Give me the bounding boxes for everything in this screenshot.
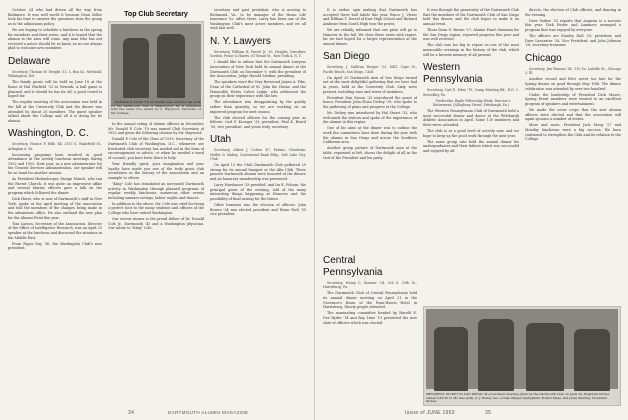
col3-paragraph: The officers are Stanley Hall '29, president; and Dave Lancaster '28, Vice President; and John Johnson '28, secretary-treasurer. (525, 34, 621, 48)
issue-date: Issue of JUNE 1953 (405, 410, 455, 416)
secretary-photo (108, 21, 204, 119)
san-diego-paragraph: On April 29 Dartmouth men of San Diego turned out at the most delightful gathering that we have had in years, held at the University Club. Sixty were present, including sons and wives of members. (323, 75, 417, 94)
delaware-paragraph: The regular meeting of the association was held in the fall at the University Club and the dinner was attended by about 25 members. The guest speaker talked about the College and all it is doing for its alumni. (8, 100, 102, 123)
photo-caption: PRESIDENT DICKEY IN SAN DIEGO: At a luncheon meeting given by the Dartmouth Club on April 29, President Dickey visited with W. D. Mc Gee (left), A. J. Roney, Sec. of San Miguel Springfield, Robert Mass, and Jesse Sterling, President Dickey. (426, 392, 610, 404)
col3-paragraph: Dave Parker '25 reports that Augusta is a success this year. Dick Foster and Lammers arranged a program that was enjoyed by everyone. (525, 18, 621, 32)
page-number-left: 34 (128, 410, 135, 416)
san-diego-paragraph: Mr. Dickey was introduced by Hal Stuart '33, who welcomed the visitors and spoke of the importance of the alumni in this region. (323, 111, 417, 125)
utah-meta: Secretary, Albert J. Colton '47, Fabian, Clendenin, Moffat & Mabey, Continental Bank Bldg., Salt Lake City, Utah (210, 148, 306, 162)
photo-image (426, 309, 618, 389)
heading-top-club-secretary: Top Club Secretary (124, 11, 188, 18)
delaware-paragraph: The family picnic will be held on June 18 at the home of Hal Warfield '33 at Newark. A ball game is planned, and it should be fun for all; a good crowd is hoped for. (8, 80, 102, 99)
utah-paragraph: Larry Warshauer '28 presided, and Ira E. Folsom, the principal guest of the evening, told of the many interesting things happening at Hanover, and the possibility of fund raising for the future. (210, 183, 306, 202)
col1-paragraph: We are reliably informed that one prize will go to Hanover in the fall. We close these notes with regret, for we had hoped for a larger representation at the annual dinner. (323, 27, 417, 46)
ny-paragraph: The attendance was disappointing by the quality rather than quantity, so we are working on an improved program for next season. (210, 100, 306, 114)
ny-paragraph: The club elected officers for the coming year as follows: Carl F. Kroeger '33, president; Paul K. Beard '30, vice president; and yours truly, secretary. (210, 115, 306, 129)
col2-paragraph: It was through the generosity of the Dartmouth Club that the members of the Dartmouth Club of San Diego held this dinner, and the club hopes to make it an annual event. (423, 8, 519, 26)
central-pa-paragraph: The Dartmouth Club of Central Pennsylvania held its annual dinner meeting on April 21 in the Governor's Room of the Penn-Harris Hotel in Harrisburg. Ninety people attended. (323, 291, 417, 310)
western-pa-paragraph: The Western Pennsylvania Club of Dartmouth held a most successful dinner and dance at the Pittsburgh Athletic Association in April. Some 120 members and their wives attended. (423, 108, 519, 127)
right-page (314, 0, 628, 420)
left-column-3 (210, 8, 306, 404)
secretary-paragraph: In addition to the above, Mr. Cole was cited for being a perfect host to the many students and officers of the College who have visited Washington. (108, 201, 204, 216)
col3-paragraph: directs, the election of Club officers, and dancing in the evening. (525, 8, 621, 17)
chicago-meta: Secretary, Jim Wanous '40, 135 So. LaSalle St., Chicago 3, Ill. (525, 66, 621, 76)
col2-paragraph: Those Dean G. Brown '27, Alumni Fund chairman for the San Diego region, reported progress this year and was well received. (423, 27, 519, 42)
western-pa-paragraph: The same group also held the annual dinner for undergraduates and their fathers which was successful and enjoyed by all. (423, 139, 519, 153)
washington-meta: Secretary, Horace P. Hills '44, 3515 S. Wakefield St., Arlington 6, Va. (8, 142, 102, 151)
magazine-title: DARTMOUTH ALUMNI MAGAZINE (168, 410, 249, 415)
heading-san-diego: San Diego (323, 51, 370, 63)
secretary-paragraph: Your friendly spirit, your imagination and your loyalty have made you one of the truly great club secretaries in the history of the Association and an example to others. (108, 161, 204, 180)
san-diego-paragraph: President Dan Sisson '25 introduced the guest of honor, President John Sloan Dickey '29, who spoke to the gathering of plans and progress at the College. (323, 95, 417, 109)
san-diego-meta: Secretary, J. Sullivan Hooper '33, 4411 Cape St., Pacific Beach, San Diego, Calif. (323, 65, 417, 74)
intro-paragraph: October 24 who had driven all the way from Baltimore. It was well worth it because Dean Zeller took his time to answer the questions from the group as to the admissions policy. (8, 8, 102, 26)
heading-washington: Washington, D. C. (8, 128, 89, 140)
secretary-paragraph: Donald P. Cole of the Class of 1919, Secretary of the Dartmouth Club of Washington, D.C., whenever our frustrated club secretary has needed aid in the form of encouragement or advice, or when he needed a word of counsel, you have been there to help. (108, 137, 204, 160)
utah-paragraph: Other business was the election of officers. John Bowen '34 was elected president and Dixon Rich '35 vice president. (210, 203, 306, 217)
heading-delaware: Delaware (8, 55, 51, 67)
washington-paragraph: Dick Hurst, who is now of Dartmouth's staff in New York, spoke at the April meeting of the association and told the members of the changes being made in the admissions office. He also outlined the new plan for the Alumni Fund this year. (8, 197, 102, 220)
heading-ny-lawyers: N. Y. Lawyers (210, 35, 271, 47)
secretary-paragraph: Our recent winner is the proud father of Dr. Donald Cole Jr., Dartmouth '43 and a Washington physician. Our salute to "King" Cole. (108, 217, 204, 231)
col1-paragraph: It is rather spin making that Dartmouth has accepted three ball labels this year. Bruce J. Vizzer and William T. Dorsel of East High School and Richard Ambrose from South High won the prizes. (323, 8, 417, 26)
san-diego-photo (423, 306, 621, 406)
photo-image (111, 24, 201, 106)
photo-caption: DONALD P. COLE '19 for month was cited for his work for the Dartmouth Club of Washington. He is presented with the Lewis Cox Award by C. Haywood, Secretary of the College. (111, 100, 201, 115)
intro-paragraph-2: We are hoping to schedule a luncheon in the spring for members and their wives, and it is hoped that the alumni in the area will come. Any man who has not received a notice should let us know, as we are always glad to welcome new members. (8, 27, 102, 51)
washington-paragraph: Tom Larson, Secretary of the Association, Director of the Office of Intelligence Research, was an April 25 speaker at the luncheon and discussed the situation in the Middle East. (8, 221, 102, 240)
page-number-right: 35 (485, 410, 492, 416)
chicago-paragraph: More and more, President Jack Moog '27 and Monday luncheons were a big success. We have continued to strengthen the Club and its relation to the College. (525, 123, 621, 142)
heading-chicago: Chicago (525, 52, 562, 64)
right-column-2 (423, 8, 519, 302)
western-pa-meta-2: Fredericks, Bugle Fellowship Week, Director's Retirement, (Allegheny Street, Pittsburgh, Pa.) (433, 98, 511, 107)
washington-paragraph: Increasing programs have resulted in good attendance at the weekly luncheon meetings during 1952 and 1953. Next year, as a new administrator for the General Services Administration, our speaker will be on hand for another session. (8, 152, 102, 176)
ny-meta: Secretary, William H. Farrel Jr. '39, Heights, Dresdner, Gordon, Pease & Hawes, 61 Broad St., New York 4, N. Y. (210, 49, 306, 59)
washington-paragraph: As President Hickenlooper, Ensign Munch, who ran the Parent Church, it was quite an impressive affair and several Marine officers gave a talk on the program which followed the dinner. (8, 177, 102, 196)
western-pa-paragraph: The club is at a good level of activity now, and we hope to keep up the good work through the next year. (423, 128, 519, 138)
left-column-2 (108, 8, 204, 404)
utah-paragraph: On April 13 the Utah Dartmouth Club gathered 29 strong for its annual banquet at the Alta Club. Three pioneer Dartmouth alumni were honored at the dinner, and an honorary membership was presented. (210, 163, 306, 182)
col2-paragraph: The club was too big to report on one of the most memorable evenings in the history of the club, which will be a favorite memory of all present. (423, 43, 519, 57)
chicago-paragraph: Another record and life's never too late for the Spring dinner on good through May 10th. The dinner celebration was attended by over two hundred. (525, 77, 621, 91)
left-column-1 (8, 8, 102, 404)
san-diego-paragraph: Another group picture of Dartmouth men at the table, reprinted at left, shows the delight of all in the visit of the President and his party. (323, 146, 417, 160)
washington-paragraph: From Paper Day '36, the Washington Club's new president. (8, 241, 102, 251)
secretary-paragraph: In the annual rating of alumni officers in December, Mr. Donald P. Cole '19 was named Club Secretary of 1952 and given the following citation by Mr. Haywood. (108, 122, 204, 136)
heading-central-pennsylvania: Central Pennsylvania (323, 255, 383, 278)
chicago-paragraph: Under the leadership of President Dick Moore, Spring Event members were treated to an excellent program of speakers and entertainment. (525, 92, 621, 106)
secretary-paragraph: "King" Cole has stimulated an increased Dartmouth activity in Washington through planned programs of regular weekly luncheons, numerous other events including summer outings, ladies' nights and dances. (108, 181, 204, 200)
central-pa-meta: Secretary, Henry C. Roemer '24, 526 S. 29th St., Harrisburg, Pa. (323, 281, 417, 290)
chicago-paragraph: We made the cover crops that the new alumni officers were elected and that the association will again sponsor a number of events. (525, 108, 621, 122)
heading-western-pennsylvania: Western Pennsylvania (423, 62, 483, 86)
ny-paragraph: The speakers were the Very Reverend James A. Pike, Dean of the Cathedral of St. John the Divine, and the Honorable Henry Cabot Lodge, who addressed the group on their experience with the law. (210, 80, 306, 99)
ny-paragraph: I should like to advise that the Dartmouth Lawyers Association of New York held its annual dinner at the Dartmouth Club on December 9, with the president of the Association, Judge Harold Medina, presiding. (210, 60, 306, 79)
heading-utah: Utah (210, 134, 232, 146)
col3-paragraph: secretary and past president, who is moving to Richmond, Va., to be manager of the Home Life Insurance Co. office there. Larry has been one of the Washington Club's most active members, and we all wish him well. (210, 8, 306, 31)
central-pa-paragraph: The nominating committee headed by Harold E. Dee Ryder '14 and Ray Lime '15 presented the new slate of officers which was elected. (323, 311, 417, 325)
right-column-1-lower (323, 250, 417, 404)
delaware-meta: Secretary, Thomas W. Dwight '33, 1, Box 62, Newbold, Wilmington, Del. (8, 69, 102, 79)
right-column-3 (525, 8, 621, 302)
western-pa-meta: Secretary, Carl E. Foley '19, Camp Meeting Rd., R.D. 1, Sewickley, Pa. (423, 88, 519, 97)
san-diego-paragraph: One of his aims at the dinner was to outline the work the committees have done during the year with the alumni in San Diego and across the Southern California area. (323, 126, 417, 145)
